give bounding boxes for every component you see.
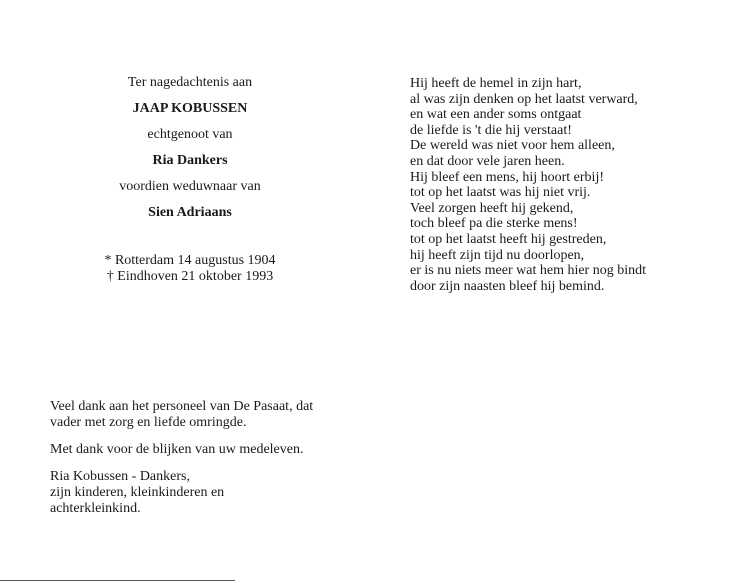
former-spouse-name: Sien Adriaans bbox=[148, 205, 232, 220]
death-date: † Eindhoven 21 oktober 1993 bbox=[106, 269, 274, 284]
poem-line: toch bleef pa die sterke mens! bbox=[410, 216, 578, 232]
signature-line-2: zijn kinderen, kleinkinderen en bbox=[50, 485, 225, 500]
poem-line: tot op het laatst heeft hij gestreden, bbox=[410, 231, 607, 247]
poem-line: en dat door vele jaren heen. bbox=[410, 153, 565, 169]
poem-line: de liefde is 't die hij verstaat! bbox=[410, 122, 572, 138]
poem-line: tot op het laatst was hij niet vrij. bbox=[410, 185, 591, 201]
poem-line: hij heeft zijn tijd nu doorlopen, bbox=[410, 247, 585, 263]
poem-line: en wat een ander soms ontgaat bbox=[410, 107, 582, 123]
signature-line-1: Ria Kobussen - Dankers, bbox=[50, 469, 190, 484]
thanks-staff-line-1: Veel dank aan het personeel van De Pasaat, dat bbox=[50, 399, 314, 414]
thanks-block bbox=[50, 399, 370, 517]
memorial-intro: Ter nagedachtenis aan bbox=[127, 75, 253, 90]
spouse-name: Ria Dankers bbox=[152, 153, 228, 168]
poem-line: er is nu niets meer wat hem hier nog bindt bbox=[410, 263, 646, 279]
scan-edge-line bbox=[0, 580, 235, 581]
signature-line-3: achterkleinkind. bbox=[50, 501, 141, 516]
poem-line: De wereld was niet voor hem alleen, bbox=[410, 138, 615, 154]
poem-line: door zijn naasten bleef hij bemind. bbox=[410, 278, 605, 294]
former-spouse-intro: voordien weduwnaar van bbox=[119, 179, 261, 194]
memorial-block bbox=[100, 75, 280, 221]
spouse-intro: echtgenoot van bbox=[147, 127, 233, 142]
life-dates bbox=[100, 253, 280, 285]
thanks-sympathy: Met dank voor de blijken van uw medeleven. bbox=[50, 442, 304, 457]
poem-line: Hij bleef een mens, hij hoort erbij! bbox=[410, 169, 604, 185]
poem-line: Hij heeft de hemel in zijn hart, bbox=[410, 76, 582, 91]
poem-line: al was zijn denken op het laatst verward, bbox=[410, 91, 638, 107]
birth-date: * Rotterdam 14 augustus 1904 bbox=[104, 253, 276, 268]
deceased-name: JAAP KOBUSSEN bbox=[132, 101, 248, 116]
poem bbox=[410, 76, 720, 294]
thanks-staff-line-2: vader met zorg en liefde omringde. bbox=[50, 415, 247, 430]
poem-line: Veel zorgen heeft hij gekend, bbox=[410, 200, 574, 216]
